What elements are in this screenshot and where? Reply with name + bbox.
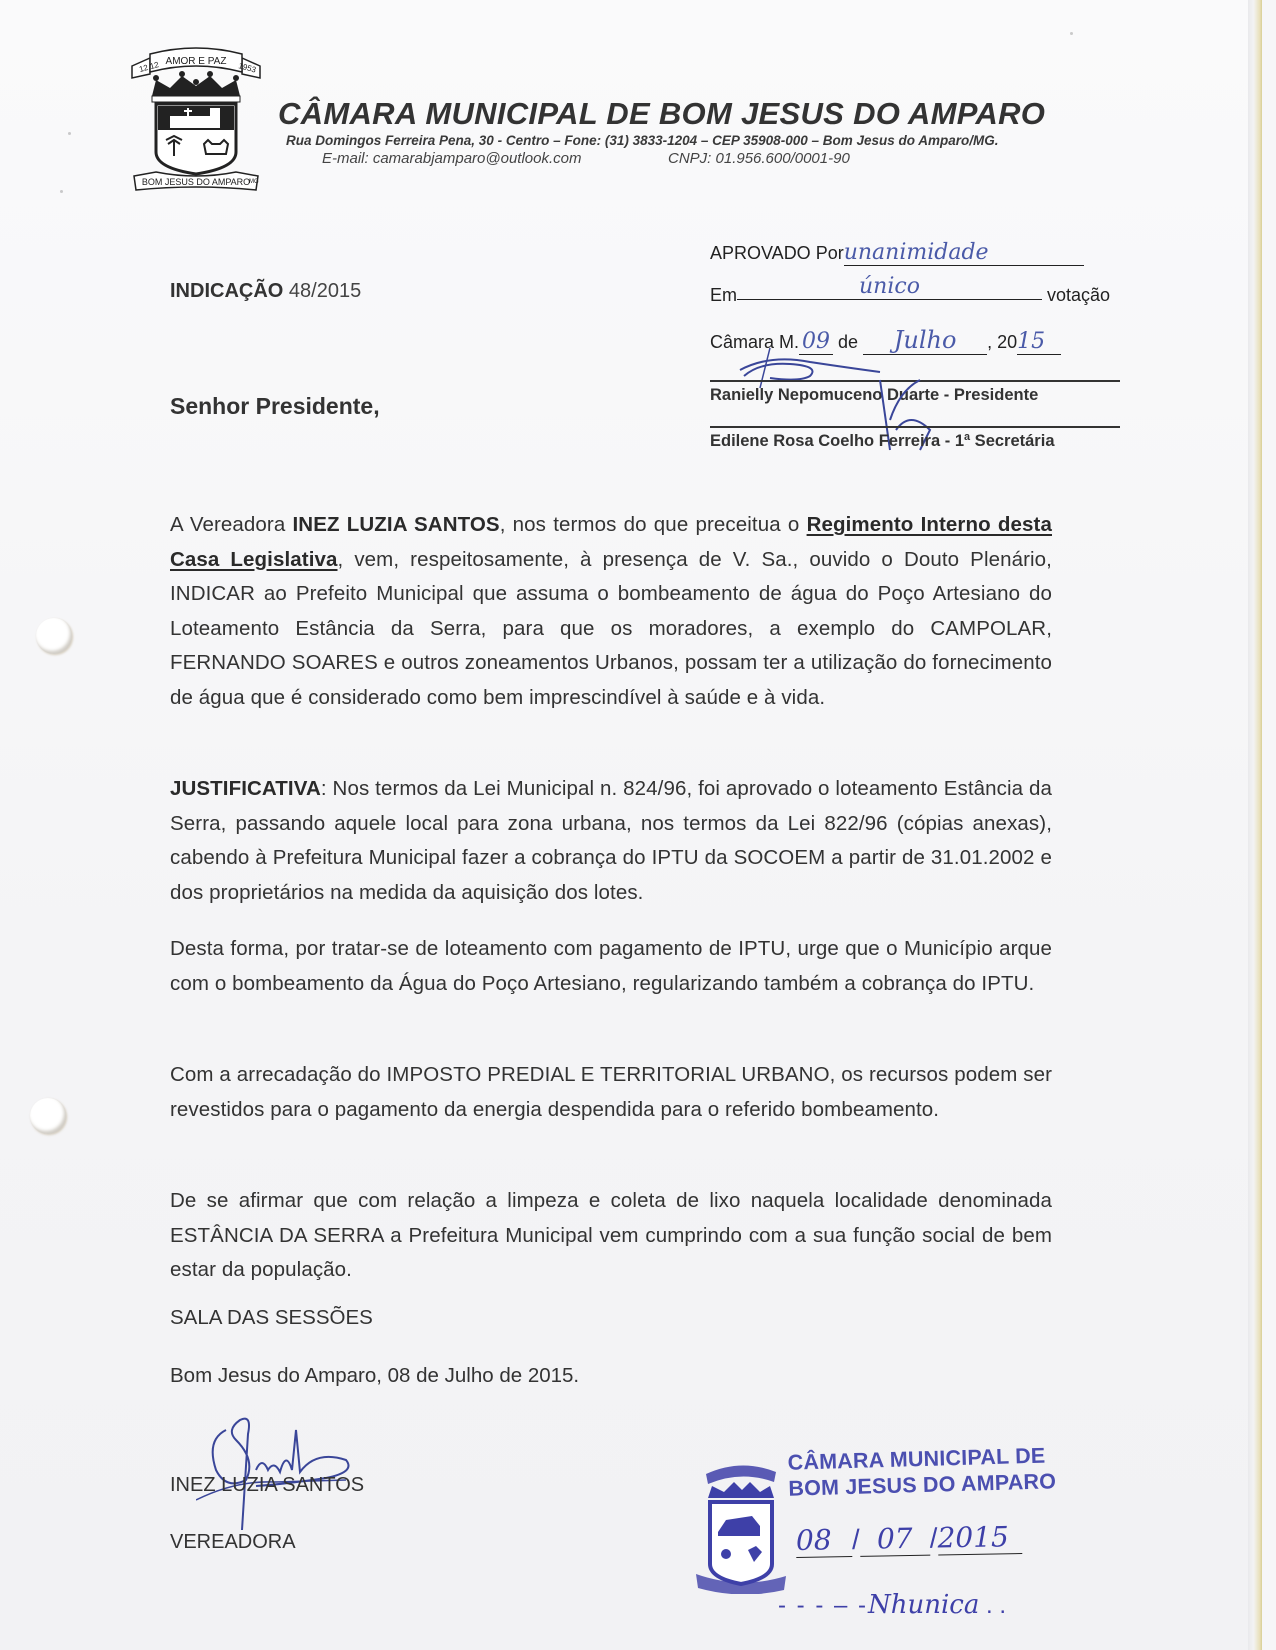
secretary-name: Edilene Rosa Coelho Ferreira - 1ª Secretária — [710, 432, 1055, 450]
approved-by-row — [710, 240, 1084, 266]
crest-state: MG — [249, 179, 259, 185]
indicacao-number: 48/2015 — [288, 280, 362, 302]
stamp-day: 08 — [796, 1523, 853, 1558]
punch-hole — [36, 618, 72, 654]
punch-hole — [30, 1098, 66, 1134]
municipal-crest-logo — [126, 44, 266, 194]
stamp-line2: BOM JESUS DO AMPARO — [788, 1469, 1057, 1501]
stamp-crest-icon — [696, 1454, 786, 1594]
author-name: INEZ LUZIA SANTOS — [292, 513, 500, 536]
regimento-reference: Regimento Interno desta Casa Legislativa — [170, 513, 1052, 571]
scan-speck — [60, 190, 63, 193]
approval-day: 09 — [799, 329, 833, 355]
crest-town: BOM JESUS DO AMPARO — [141, 177, 251, 187]
indicacao-heading — [170, 280, 361, 303]
stamp-signature-text: Nhunica — [868, 1590, 980, 1620]
stamp-date: 08 / 07 /2015 — [796, 1520, 1022, 1558]
approved-label: APROVADO Por — [710, 243, 844, 263]
institution-address: Rua Domingos Ferreira Pena, 30 - Centro – Fone: (31) 3833-1204 – CEP 35908-000 – Bom Jesus do Amparo/MG. — [286, 133, 999, 148]
crest-motto: AMOR E PAZ — [165, 56, 227, 67]
paragraph-cleaning: De se afirmar que com relação a limpeza e coleta de lixo naquela localidade denominada ESTÂNCIA DA SERRA a Prefeitura Municipal vem cumprindo com a sua função social de bem estar da população. — [170, 1189, 1052, 1281]
justificativa-text: : Nos termos da Lei Municipal n. 824/96, foi aprovado o loteamento Estância da Serra, passando aquele local para zona urbana, nos termos da Lei 822/96 (cópias anexas), cabendo à Prefeitura Municipal fazer a cobrança do IPTU da SOCOEM a partir de 31.01.2002 e dos proprietários na medida da aquisição dos lotes. — [170, 777, 1052, 904]
institution-title: CÂMARA MUNICIPAL DE BOM JESUS DO AMPARO — [278, 96, 1046, 131]
voting-value: único — [737, 274, 1042, 300]
paragraph-request — [170, 508, 1052, 715]
justificativa-label: JUSTIFICATIVA — [170, 777, 321, 800]
stamp-title — [787, 1442, 1056, 1501]
reception-stamp — [696, 1440, 1096, 1640]
paragraph-revenue: Com a arrecadação do IMPOSTO PREDIAL E TERRITORIAL URBANO, os recursos podem ser revestidos para o pagamento da energia despendida para o referido bombeamento. — [170, 1063, 1052, 1121]
approved-value: unanimidade — [844, 240, 1084, 266]
crest-date: 12.12 — [138, 60, 160, 74]
year-prefix: , 20 — [987, 332, 1018, 352]
camara-label: Câmara M. — [710, 332, 800, 352]
paragraph-iptu: Desta forma, por tratar-se de loteamento com pagamento de IPTU, urge que o Município arque com o bombeamento da Água do Poço Artesiano, regularizando também a cobrança do IPTU. — [170, 937, 1052, 995]
page-edge — [1248, 0, 1262, 1650]
sala-das-sessoes: SALA DAS SESSÕES — [170, 1306, 373, 1329]
request-text: , nos termos do que preceitua o — [499, 513, 807, 536]
president-name: Ranielly Nepomuceno Duarte - Presidente — [710, 386, 1039, 404]
secretary-signature-line — [710, 426, 1120, 428]
stamp-year: 2015 — [937, 1520, 1022, 1555]
stamp-received-signature: - - - ‒ -Nhunica . . — [778, 1590, 1007, 1620]
signer-role: VEREADORA — [170, 1531, 296, 1553]
document-date: Bom Jesus do Amparo, 08 de Julho de 2015. — [170, 1364, 580, 1387]
approval-year: 15 — [1017, 329, 1061, 355]
voting-row — [710, 274, 1111, 308]
paragraph-justificativa — [170, 772, 1052, 910]
crest-year: 1953 — [237, 61, 258, 75]
signer-name: INEZ LUZIA SANTOS — [170, 1474, 365, 1496]
request-body: , vem, respeitosamente, à presença de V. Sa., ouvido o Douto Plenário, INDICAR ao Prefeito Municipal que assuma o bombeamento de água do Poço Artesiano do Loteamento Estância da Serra, para que os moradores, a exemplo do CAMPOLAR, FERNANDO SOARES e outros zoneamentos Urbanos, possam ter a utilização do fornecimento de água que é considerado como bem imprescindível à saúde e à vida. — [170, 547, 1052, 709]
request-intro: A Vereadora — [170, 513, 293, 536]
salutation: Senhor Presidente, — [170, 393, 380, 419]
scan-speck — [1070, 32, 1073, 35]
institution-email: E-mail: camarabjamparo@outlook.com — [322, 150, 582, 167]
institution-cnpj: CNPJ: 01.956.600/0001-90 — [668, 150, 850, 167]
em-label: Em — [710, 285, 737, 305]
de-label: de — [838, 332, 859, 352]
votacao-label: votação — [1047, 285, 1111, 305]
stamp-line1: CÂMARA MUNICIPAL DE — [787, 1443, 1046, 1475]
indicacao-label: INDICAÇÃO — [170, 280, 284, 302]
approval-month: Julho — [863, 326, 987, 355]
scan-speck — [68, 132, 71, 135]
stamp-month: 07 — [859, 1522, 930, 1557]
